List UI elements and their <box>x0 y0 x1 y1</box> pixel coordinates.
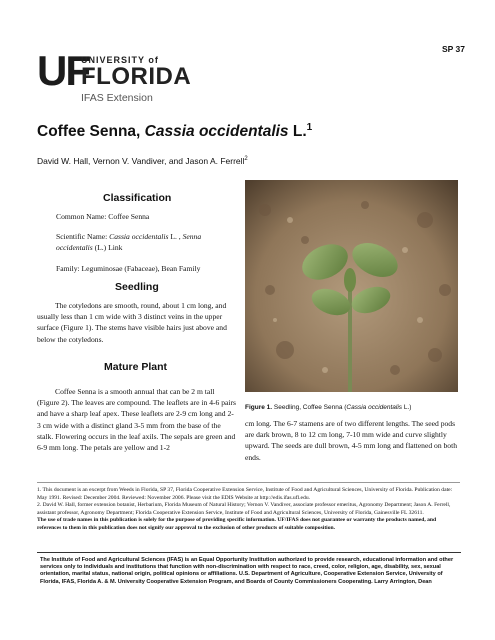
logo-uf-mark: UF <box>37 47 89 94</box>
title-author: L. <box>288 123 307 141</box>
title-footnote-mark: 1 <box>306 122 313 133</box>
title-species: Cassia occidentalis <box>144 123 289 141</box>
eeo-divider <box>37 552 461 553</box>
seedling-photo <box>245 180 458 392</box>
scientific-name-2: Senna occidentalis <box>56 232 202 253</box>
scientific-name-1: Cassia occidentalis <box>109 232 169 241</box>
uf-ifas-logo <box>37 47 202 112</box>
equal-opportunity-statement: The Institute of Food and Agricultural Sciences (IFAS) is an Equal Opportunity Institution authorized to provide research, educational information and other services only to individuals and institutions that function with non-discrimination with respect to race, creed, color, religion, age, disability, sex, sexual orientation, marital status, national origin, political opinions or affiliations. U.S. Department of Agriculture, Cooperative Extension Service, University of Florida, IFAS, Florida A. & M. University Cooperative Extension Program, and Boards of County Commissioners Cooperating. Larry Arrington, Dean <box>40 557 454 585</box>
caption-text-2: L.) <box>402 404 412 411</box>
footnotes <box>37 487 461 533</box>
footnote-divider <box>37 482 460 483</box>
authors-footnote-mark: 2 <box>244 156 248 163</box>
family: Family: Leguminosae (Fabaceae), Bean Family <box>56 264 201 273</box>
logo-ifas-text: IFAS Extension <box>81 92 153 104</box>
author-names: David W. Hall, Vernon V. Vandiver, and Jason A. Ferrell <box>37 156 245 166</box>
seedling-photo-image <box>245 180 458 392</box>
scientific-sep: L. , <box>168 232 183 241</box>
scientific-prefix: Scientific Name: <box>56 232 110 241</box>
mature-plant-paragraph: Coffee Senna is a smooth annual that can be 2 m tall (Figure 2). The leaves are compound. The leaflets are in 4-6 pairs and have a sharp leaf apex. These leaflets are 2-9 cm long and 2-3 cm wide with a distinct gland 3-5 mm from the base of the stalk. Flowering occurs in the leaf axils. The sepals are green and 6-9 mm long. The petals are yellow and 1-2 <box>37 387 236 453</box>
title-main: Coffee Senna, <box>37 123 145 141</box>
publication-id: SP 37 <box>441 44 465 54</box>
caption-species: Cassia occidentalis <box>346 404 403 411</box>
common-name: Common Name: Coffee Senna <box>56 212 150 221</box>
scientific-name <box>56 231 236 253</box>
mature-plant-heading: Mature Plant <box>104 361 168 373</box>
document-title <box>37 122 312 141</box>
seedling-heading: Seedling <box>115 281 159 293</box>
trade-names-notice: The use of trade names in this publication is solely for the purpose of providing specific information. UF/IFAS does not guarantee or warranty the products named, and references to them in this publication does not signify our approval to the exclusion of other products of suitable composition. <box>37 517 437 531</box>
classification-heading: Classification <box>103 192 172 204</box>
footnote-1: 1. This document is an excerpt from Weeds in Florida, SP 37, Florida Cooperative Extension Service, Institute of Food and Agricultural Sciences, University of Florida. Publication date: May 1991. Revised: December 2004. Reviewed: November 2006. Please visit the EDIS Website at http://edis.ifas.ufl.edu. <box>37 487 453 501</box>
logo-florida-text: FLORIDA <box>81 63 192 90</box>
seedling-paragraph: The cotyledons are smooth, round, about 1 cm long, and usually less than 1 cm wide with 3 distinct veins in the upper surface (Figure 1). The stems have visible hairs just above and below the cotyledons. <box>37 301 227 344</box>
caption-text-1: Seedling, Coffee Senna ( <box>272 404 347 411</box>
figure-label: Figure 1. <box>245 404 273 411</box>
logo-university-text: UNIVERSITY of <box>81 55 159 65</box>
figure-caption <box>245 404 465 411</box>
footnote-2: 2. David W. Hall, former extension botanist, Herbarium, Florida Museum of Natural History; Vernon V. Vandiver, associate professor emeritus, Agronomy Department; Jason A. Ferrell, assistant professor, Agronomy Department; Florida Cooperative Extension Service, Institute of Food and Agricultural Sciences, University of Florida, Gainesville FL 32611. <box>37 502 451 516</box>
authors-line <box>37 156 248 166</box>
scientific-authority: (L.) Link <box>92 243 123 253</box>
mature-plant-continued: cm long. The 6-7 stamens are of two different lengths. The seed pods are dark brown, 8 to 12 cm long, 7-10 mm wide and curve slightly upward. The seeds are dull brown, 4-5 mm long and flattened on both ends. <box>245 419 458 462</box>
